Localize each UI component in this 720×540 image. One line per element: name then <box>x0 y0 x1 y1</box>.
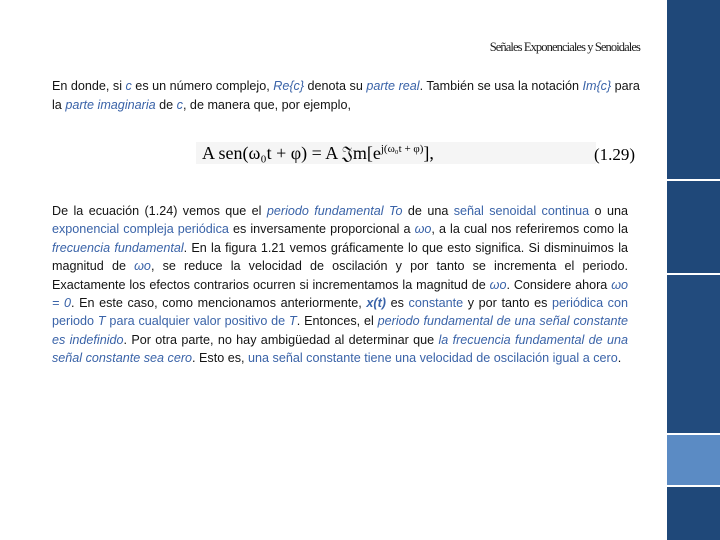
re-notation: Re{c} <box>273 79 305 93</box>
x-of-t: x(t) <box>366 296 386 311</box>
term-periodica: periódica con periodo <box>52 296 628 329</box>
main-paragraph <box>52 202 628 368</box>
term-senal-senoidal: señal senoidal continua <box>453 204 590 218</box>
equation-rhs: ], <box>423 143 434 163</box>
text-run: es <box>386 296 409 311</box>
text-run: denota su <box>304 79 367 93</box>
omega-0: ωo <box>489 277 507 292</box>
intro-paragraph <box>52 77 640 114</box>
var-T: T <box>97 314 106 329</box>
text-run: En donde, si <box>52 79 126 93</box>
term-velocidad-cero: una señal constante tiene una velocidad de oscilación igual a cero <box>248 351 618 366</box>
var-T: T <box>289 314 297 329</box>
text-run: . Esto es, <box>192 351 249 366</box>
equation-1-29 <box>202 143 434 164</box>
var-c: c <box>176 97 183 112</box>
omega-0: ωo <box>414 222 432 237</box>
sidebar-divider <box>667 273 720 275</box>
sidebar-block <box>667 0 720 180</box>
sidebar-divider <box>667 433 720 435</box>
equation-lhs: A sen(ω₀t + φ) = A 𝔍m[e <box>202 143 381 163</box>
text-run: . Por otra parte, no hay ambigüedad al determinar que <box>123 332 439 347</box>
sidebar-block-accent <box>667 434 720 486</box>
term-valor-positivo: para cualquier valor positivo de <box>105 314 290 329</box>
im-notation: Im{c} <box>582 79 612 93</box>
text-run: . También se usa la notación <box>419 79 583 93</box>
term-exponencial-compleja: exponencial compleja periódica <box>52 222 229 237</box>
text-run: , se reduce la velocidad de oscilación y por tanto se incrementa el periodo. Exactamente los efectos contrarios ocurren si incrementamos la magnitud de <box>52 259 628 292</box>
text-run: de una <box>402 204 454 218</box>
text-run: , de manera que, por ejemplo, <box>182 97 351 112</box>
sidebar-block <box>667 274 720 434</box>
text-run: y por tanto es <box>463 296 552 311</box>
sidebar-block <box>667 486 720 540</box>
equation-number: (1.29) <box>594 145 636 164</box>
text-run: . En este caso, como mencionamos anteriormente, <box>70 296 367 311</box>
term-parte-real: parte real <box>366 79 420 93</box>
text-run: para la <box>52 79 640 112</box>
text-run: . Considere ahora <box>506 277 612 292</box>
sidebar-block <box>667 180 720 274</box>
term-frecuencia-cero: la frecuencia fundamental de una señal constante sea cero <box>52 332 628 366</box>
text-run: . En la figura 1.21 vemos gráficamente lo que esto significa. Si disminuimos la magnitud de <box>52 240 629 274</box>
text-run: . <box>617 351 622 366</box>
sidebar-divider <box>667 179 720 181</box>
text-run: . Entonces, el <box>296 314 378 329</box>
omega-0: ωo <box>134 259 151 274</box>
omega-0-zero: ωo = 0 <box>52 277 628 311</box>
term-periodo-indefinido: periodo fundamental de una señal constante es indefinido <box>52 314 628 347</box>
text-run: , a la cual nos referiremos como la <box>431 222 628 237</box>
text-run: De la ecuación (1.24) vemos que el <box>52 204 267 218</box>
text-run: de <box>155 97 177 112</box>
text-run: es un número complejo, <box>131 79 274 93</box>
term-frecuencia-fundamental: frecuencia fundamental <box>52 240 184 255</box>
text-run: o una <box>589 204 628 218</box>
slide-title: Señales Exponenciales y Senoidales <box>489 40 640 54</box>
equation-exponent: j(ω₀t + φ) <box>380 143 424 155</box>
var-c: c <box>125 79 132 93</box>
term-constante: constante <box>408 296 464 311</box>
sidebar-divider <box>667 485 720 487</box>
text-run: es inversamente proporcional a <box>228 222 415 237</box>
term-periodo-fundamental: periodo fundamental To <box>266 204 403 218</box>
term-parte-imaginaria: parte imaginaria <box>65 97 156 112</box>
